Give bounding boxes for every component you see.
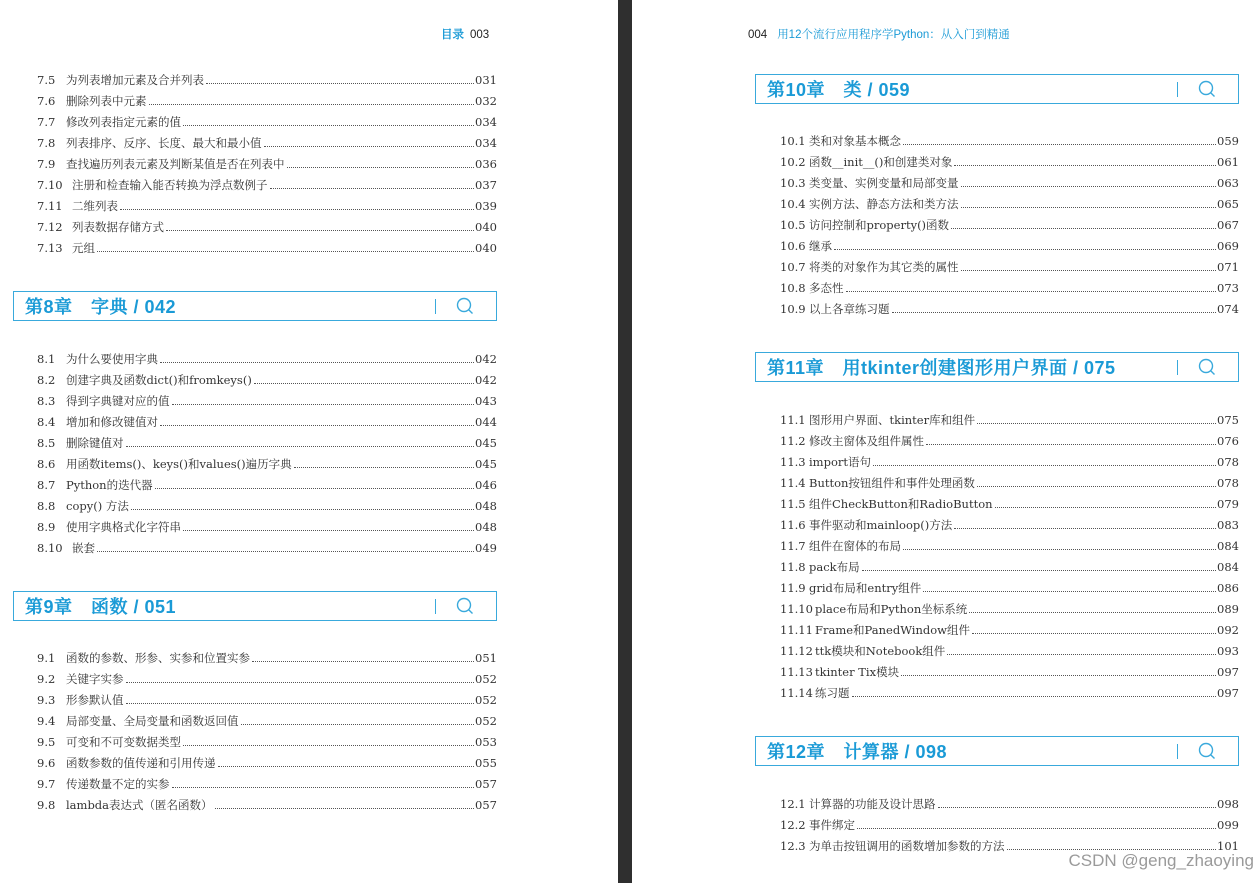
- entry-page: 097: [1217, 685, 1239, 700]
- entry-page: 040: [475, 240, 497, 255]
- entry-page: 049: [475, 540, 497, 555]
- entry-title: 为单击按钮调用的函数增加参数的方法: [809, 838, 1005, 853]
- entry-number: 7.11: [37, 198, 63, 213]
- toc-entry[interactable]: [780, 409, 1239, 430]
- entry-title: 使用字典格式化字符串: [66, 519, 181, 534]
- entry-number: 8.4: [37, 414, 56, 429]
- page-header: [441, 26, 495, 42]
- chapter-8-heading[interactable]: [13, 291, 497, 321]
- entry-page: 086: [1217, 580, 1239, 595]
- chapter-title: 第9章 函数 / 051: [25, 597, 177, 617]
- entry-page: 048: [475, 498, 497, 513]
- toc-entry[interactable]: [780, 556, 1239, 577]
- dot-leader: [131, 509, 474, 510]
- entry-page: 083: [1217, 517, 1239, 532]
- entry-title: 事件绑定: [809, 817, 855, 832]
- entry-title: 组件CheckButton和RadioButton: [809, 496, 993, 511]
- entry-title: import语句: [809, 454, 871, 469]
- entry-page: 065: [1217, 196, 1239, 211]
- entry-page: 057: [475, 797, 497, 812]
- entry-number: 7.12: [37, 219, 63, 234]
- entry-page: 048: [475, 519, 497, 534]
- toc-entry[interactable]: [37, 390, 497, 411]
- chapter-11-heading[interactable]: [755, 352, 1239, 382]
- entry-page: 031: [475, 72, 497, 87]
- entry-title: 为什么要使用字典: [66, 351, 158, 366]
- entry-page: 045: [475, 456, 497, 471]
- dot-leader: [160, 425, 474, 426]
- toc-entry[interactable]: [37, 495, 497, 516]
- dot-leader: [172, 404, 475, 405]
- entry-title: 传递数量不定的实参: [66, 776, 170, 791]
- toc-entry[interactable]: [37, 69, 497, 90]
- dot-leader: [923, 591, 1216, 592]
- entry-number: 8.1: [37, 351, 56, 366]
- chapter-12-heading[interactable]: [755, 736, 1239, 766]
- toc-entry[interactable]: [780, 235, 1239, 256]
- entry-number: 7.9: [37, 156, 56, 171]
- entry-number: 10.7: [780, 259, 806, 274]
- entry-number: 7.10: [37, 177, 63, 192]
- entry-title: 类和对象基本概念: [809, 133, 901, 148]
- entry-title: 得到字典键对应的值: [66, 393, 170, 408]
- entry-page: 051: [475, 650, 497, 665]
- toc-entry[interactable]: [780, 598, 1239, 619]
- header-section: 目录: [441, 29, 464, 41]
- entry-title: 为列表增加元素及合并列表: [66, 72, 204, 87]
- entry-number: 7.13: [37, 240, 63, 255]
- dot-leader: [126, 703, 475, 704]
- header-page-number: 003: [470, 29, 490, 41]
- entry-title: 函数的参数、形参、实参和位置实参: [66, 650, 250, 665]
- entry-page: 043: [475, 393, 497, 408]
- dot-leader: [120, 209, 474, 210]
- entry-title: pack布局: [809, 559, 860, 574]
- entry-number: 11.3: [780, 454, 806, 469]
- entry-page: 059: [1217, 133, 1239, 148]
- entry-page: 078: [1217, 454, 1239, 469]
- toc-entry[interactable]: [780, 814, 1239, 835]
- entry-title: 组件在窗体的布局: [809, 538, 901, 553]
- entry-title: 用函数items()、keys()和values()遍历字典: [66, 456, 292, 471]
- entry-title: Frame和PanedWindow组件: [815, 622, 971, 637]
- chapter-10-heading[interactable]: [755, 74, 1239, 104]
- toc-entry[interactable]: [37, 647, 497, 668]
- entry-number: 8.5: [37, 435, 56, 450]
- toc-entry[interactable]: [37, 432, 497, 453]
- dot-leader: [977, 423, 1216, 424]
- entry-page: 079: [1217, 496, 1239, 511]
- toc-entry[interactable]: [37, 237, 497, 258]
- toc-entry[interactable]: [780, 661, 1239, 682]
- search-icon[interactable]: [1198, 80, 1216, 98]
- entry-title: 函数__init__()和创建类对象: [809, 154, 953, 169]
- entry-number: 8.9: [37, 519, 56, 534]
- entry-page: 052: [475, 671, 497, 686]
- dot-leader: [951, 228, 1216, 229]
- entry-title: 增加和修改键值对: [66, 414, 158, 429]
- entry-title: 多态性: [809, 280, 844, 295]
- dot-leader: [834, 249, 1216, 250]
- toc-entry[interactable]: [37, 668, 497, 689]
- entry-page: 052: [475, 692, 497, 707]
- entry-number: 11.12: [780, 643, 813, 658]
- entry-number: 10.9: [780, 301, 806, 316]
- dot-leader: [903, 144, 1216, 145]
- divider: [435, 299, 437, 314]
- entry-number: 11.1: [780, 412, 806, 427]
- entry-page: 074: [1217, 301, 1239, 316]
- entry-page: 055: [475, 755, 497, 770]
- entry-title: 实例方法、静态方法和类方法: [809, 196, 959, 211]
- toc-entry[interactable]: [37, 153, 497, 174]
- entry-page: 092: [1217, 622, 1239, 637]
- entry-page: 061: [1217, 154, 1239, 169]
- entry-title: 删除键值对: [66, 435, 124, 450]
- entry-number: 11.4: [780, 475, 806, 490]
- entry-number: 7.8: [37, 135, 56, 150]
- dot-leader: [252, 661, 474, 662]
- entry-title: 注册和检查输入能否转换为浮点数例子: [72, 177, 268, 192]
- dot-leader: [961, 207, 1217, 208]
- entry-number: 7.5: [37, 72, 56, 87]
- dot-leader: [862, 570, 1216, 571]
- toc-entry[interactable]: [780, 619, 1239, 640]
- entry-page: 034: [475, 114, 497, 129]
- entry-title: 查找遍历列表元素及判断某值是否在列表中: [66, 156, 285, 171]
- dot-leader: [160, 362, 474, 363]
- dot-leader: [901, 675, 1216, 676]
- entry-page: 078: [1217, 475, 1239, 490]
- toc-entry[interactable]: [37, 111, 497, 132]
- entry-number: 12.1: [780, 796, 806, 811]
- entry-number: 9.7: [37, 776, 56, 791]
- entry-page: 067: [1217, 217, 1239, 232]
- dot-leader: [183, 530, 474, 531]
- entry-number: 9.6: [37, 755, 56, 770]
- entry-title: 列表数据存储方式: [72, 219, 164, 234]
- entry-number: 11.9: [780, 580, 806, 595]
- entry-number: 12.2: [780, 817, 806, 832]
- entry-title: 修改主窗体及组件属性: [809, 433, 924, 448]
- watermark: CSDN @geng_zhaoying: [1068, 851, 1254, 870]
- entry-page: 046: [475, 477, 497, 492]
- dot-leader: [294, 467, 474, 468]
- toc-entry[interactable]: [37, 348, 497, 369]
- entry-number: 10.3: [780, 175, 806, 190]
- entry-title: 形参默认值: [66, 692, 124, 707]
- entry-title: 嵌套: [72, 540, 95, 555]
- dot-leader: [206, 83, 474, 84]
- search-icon[interactable]: [1198, 742, 1216, 760]
- entry-number: 12.3: [780, 838, 806, 853]
- toc-entry[interactable]: [37, 174, 497, 195]
- entry-title: lambda表达式（匿名函数）: [66, 797, 213, 812]
- dot-leader: [241, 724, 475, 725]
- toc-entry[interactable]: [37, 195, 497, 216]
- dot-leader: [969, 612, 1216, 613]
- book-title: 用12个流行应用程序学Python：从入门到精通: [777, 29, 1010, 41]
- dot-leader: [954, 165, 1216, 166]
- entry-number: 7.6: [37, 93, 56, 108]
- entry-page: 099: [1217, 817, 1239, 832]
- toc-entry[interactable]: [37, 794, 497, 815]
- entry-title: 局部变量、全局变量和函数返回值: [66, 713, 239, 728]
- dot-leader: [166, 230, 474, 231]
- toc-entry[interactable]: [37, 752, 497, 773]
- dot-leader: [852, 696, 1217, 697]
- entry-title: 访问控制和property()函数: [809, 217, 950, 232]
- entry-number: 11.6: [780, 517, 806, 532]
- dot-leader: [972, 633, 1216, 634]
- toc-entry[interactable]: [37, 710, 497, 731]
- entry-number: 8.8: [37, 498, 56, 513]
- entry-number: 8.3: [37, 393, 56, 408]
- entry-page: 098: [1217, 796, 1239, 811]
- dot-leader: [846, 291, 1217, 292]
- dot-leader: [264, 146, 475, 147]
- entry-number: 11.2: [780, 433, 806, 448]
- entry-number: 11.10: [780, 601, 813, 616]
- entry-number: 11.14: [780, 685, 813, 700]
- divider: [1177, 360, 1179, 375]
- dot-leader: [873, 465, 1216, 466]
- entry-number: 9.3: [37, 692, 56, 707]
- toc-entry[interactable]: [780, 172, 1239, 193]
- toc-entry[interactable]: [37, 90, 497, 111]
- right-page: [632, 0, 1260, 883]
- entry-title: 修改列表指定元素的值: [66, 114, 181, 129]
- entry-number: 11.13: [780, 664, 813, 679]
- entry-page: 037: [475, 177, 497, 192]
- entry-title: 以上各章练习题: [809, 301, 890, 316]
- toc-entry[interactable]: [780, 298, 1239, 319]
- divider: [1177, 744, 1179, 759]
- divider: [1177, 82, 1179, 97]
- entry-title: 图形用户界面、tkinter库和组件: [809, 412, 976, 427]
- toc-entry[interactable]: [780, 682, 1239, 703]
- entry-title: 列表排序、反序、长度、最大和最小值: [66, 135, 262, 150]
- toc-entry[interactable]: [780, 430, 1239, 451]
- entry-page: 052: [475, 713, 497, 728]
- entry-number: 8.7: [37, 477, 56, 492]
- entry-number: 8.6: [37, 456, 56, 471]
- entry-page: 053: [475, 734, 497, 749]
- left-page: [0, 0, 618, 883]
- dot-leader: [183, 125, 474, 126]
- toc-entry[interactable]: [780, 451, 1239, 472]
- entry-page: 071: [1217, 259, 1239, 274]
- entry-page: 076: [1217, 433, 1239, 448]
- dot-leader: [961, 270, 1217, 271]
- entry-number: 10.6: [780, 238, 806, 253]
- entry-title: grid布局和entry组件: [809, 580, 922, 595]
- entry-page: 040: [475, 219, 497, 234]
- search-icon[interactable]: [456, 597, 474, 615]
- dot-leader: [155, 488, 474, 489]
- chapter-9-heading[interactable]: [13, 591, 497, 621]
- entry-number: 9.5: [37, 734, 56, 749]
- chapter-title: 第11章 用tkinter创建图形用户界面 / 075: [767, 358, 1116, 378]
- entry-number: 11.8: [780, 559, 806, 574]
- entry-title: Button按钮组件和事件处理函数: [809, 475, 975, 490]
- toc-entry[interactable]: [780, 514, 1239, 535]
- entry-number: 10.4: [780, 196, 806, 211]
- entry-number: 11.11: [780, 622, 813, 637]
- divider: [435, 599, 437, 614]
- dot-leader: [149, 104, 475, 105]
- chapter-title: 第12章 计算器 / 098: [767, 742, 948, 762]
- entry-title: 删除列表中元素: [66, 93, 147, 108]
- entry-page: 057: [475, 776, 497, 791]
- entry-page: 036: [475, 156, 497, 171]
- entry-title: 创建字典及函数dict()和fromkeys(): [66, 372, 252, 387]
- entry-page: 089: [1217, 601, 1239, 616]
- entry-title: 计算器的功能及设计思路: [809, 796, 936, 811]
- dot-leader: [938, 807, 1217, 808]
- toc-entry[interactable]: [780, 577, 1239, 598]
- toc-entry[interactable]: [37, 216, 497, 237]
- entry-title: 练习题: [815, 685, 850, 700]
- entry-page: 039: [475, 198, 497, 213]
- dot-leader: [857, 828, 1216, 829]
- toc-entry[interactable]: [780, 151, 1239, 172]
- dot-leader: [97, 551, 474, 552]
- toc-entry[interactable]: [780, 793, 1239, 814]
- toc-entry[interactable]: [37, 369, 497, 390]
- toc-entry[interactable]: [780, 535, 1239, 556]
- entry-title: 类变量、实例变量和局部变量: [809, 175, 959, 190]
- search-icon[interactable]: [456, 297, 474, 315]
- entry-number: 9.2: [37, 671, 56, 686]
- dot-leader: [215, 808, 475, 809]
- toc-entry[interactable]: [780, 130, 1239, 151]
- search-icon[interactable]: [1198, 358, 1216, 376]
- dot-leader: [926, 444, 1216, 445]
- toc-entry[interactable]: [37, 537, 497, 558]
- entry-title: tkinter Tix模块: [815, 664, 900, 679]
- entry-number: 10.2: [780, 154, 806, 169]
- entry-title: 元组: [72, 240, 95, 255]
- toc-entry[interactable]: [37, 132, 497, 153]
- entry-title: 函数参数的值传递和引用传递: [66, 755, 216, 770]
- entry-number: 10.1: [780, 133, 806, 148]
- entry-title: 可变和不可变数据类型: [66, 734, 181, 749]
- dot-leader: [126, 682, 475, 683]
- entry-number: 10.5: [780, 217, 806, 232]
- dot-leader: [172, 787, 475, 788]
- toc-entry[interactable]: [37, 731, 497, 752]
- dot-leader: [97, 251, 474, 252]
- entry-page: 084: [1217, 538, 1239, 553]
- toc-entry[interactable]: [37, 411, 497, 432]
- toc-entry[interactable]: [780, 640, 1239, 661]
- entry-page: 101: [1217, 838, 1239, 853]
- toc-entry[interactable]: [37, 474, 497, 495]
- dot-leader: [287, 167, 475, 168]
- entry-page: 042: [475, 372, 497, 387]
- toc-entry[interactable]: [780, 193, 1239, 214]
- dot-leader: [892, 312, 1217, 313]
- entry-number: 9.4: [37, 713, 56, 728]
- dot-leader: [954, 528, 1216, 529]
- dot-leader: [977, 486, 1216, 487]
- entry-title: Python的迭代器: [66, 477, 153, 492]
- toc-entry[interactable]: [780, 472, 1239, 493]
- entry-title: copy() 方法: [66, 498, 129, 513]
- dot-leader: [1007, 849, 1217, 850]
- entry-page: 097: [1217, 664, 1239, 679]
- entry-number: 7.7: [37, 114, 56, 129]
- entry-page: 093: [1217, 643, 1239, 658]
- entry-page: 069: [1217, 238, 1239, 253]
- toc-entry[interactable]: [780, 493, 1239, 514]
- entry-title: ttk模块和Notebook组件: [815, 643, 946, 658]
- dot-leader: [995, 507, 1217, 508]
- toc-entry[interactable]: [780, 214, 1239, 235]
- header-page-number: 004: [748, 29, 768, 41]
- dot-leader: [183, 745, 474, 746]
- entry-page: 073: [1217, 280, 1239, 295]
- dot-leader: [218, 766, 475, 767]
- dot-leader: [903, 549, 1216, 550]
- entry-page: 042: [475, 351, 497, 366]
- page-header: [748, 26, 1010, 42]
- dot-leader: [947, 654, 1216, 655]
- chapter-title: 第8章 字典 / 042: [25, 297, 177, 317]
- toc-entry[interactable]: [780, 277, 1239, 298]
- toc-entry[interactable]: [780, 256, 1239, 277]
- entry-page: 034: [475, 135, 497, 150]
- entry-number: 9.8: [37, 797, 56, 812]
- entry-number: 9.1: [37, 650, 56, 665]
- entry-page: 075: [1217, 412, 1239, 427]
- entry-page: 044: [475, 414, 497, 429]
- entry-number: 11.5: [780, 496, 806, 511]
- entry-title: 关键字实参: [66, 671, 124, 686]
- entry-page: 063: [1217, 175, 1239, 190]
- entry-number: 8.2: [37, 372, 56, 387]
- entry-page: 032: [475, 93, 497, 108]
- dot-leader: [961, 186, 1217, 187]
- entry-page: 045: [475, 435, 497, 450]
- toc-entry[interactable]: [37, 773, 497, 794]
- entry-page: 084: [1217, 559, 1239, 574]
- entry-number: 8.10: [37, 540, 63, 555]
- entry-title: 事件驱动和mainloop()方法: [809, 517, 953, 532]
- dot-leader: [254, 383, 474, 384]
- dot-leader: [126, 446, 475, 447]
- toc-entry[interactable]: [37, 689, 497, 710]
- toc-entry[interactable]: [37, 516, 497, 537]
- entry-title: place布局和Python坐标系统: [815, 601, 968, 616]
- entry-title: 将类的对象作为其它类的属性: [809, 259, 959, 274]
- entry-title: 继承: [809, 238, 832, 253]
- toc-entry[interactable]: [37, 453, 497, 474]
- entry-number: 10.8: [780, 280, 806, 295]
- entry-title: 二维列表: [72, 198, 118, 213]
- dot-leader: [270, 188, 475, 189]
- entry-number: 11.7: [780, 538, 806, 553]
- chapter-title: 第10章 类 / 059: [767, 80, 911, 100]
